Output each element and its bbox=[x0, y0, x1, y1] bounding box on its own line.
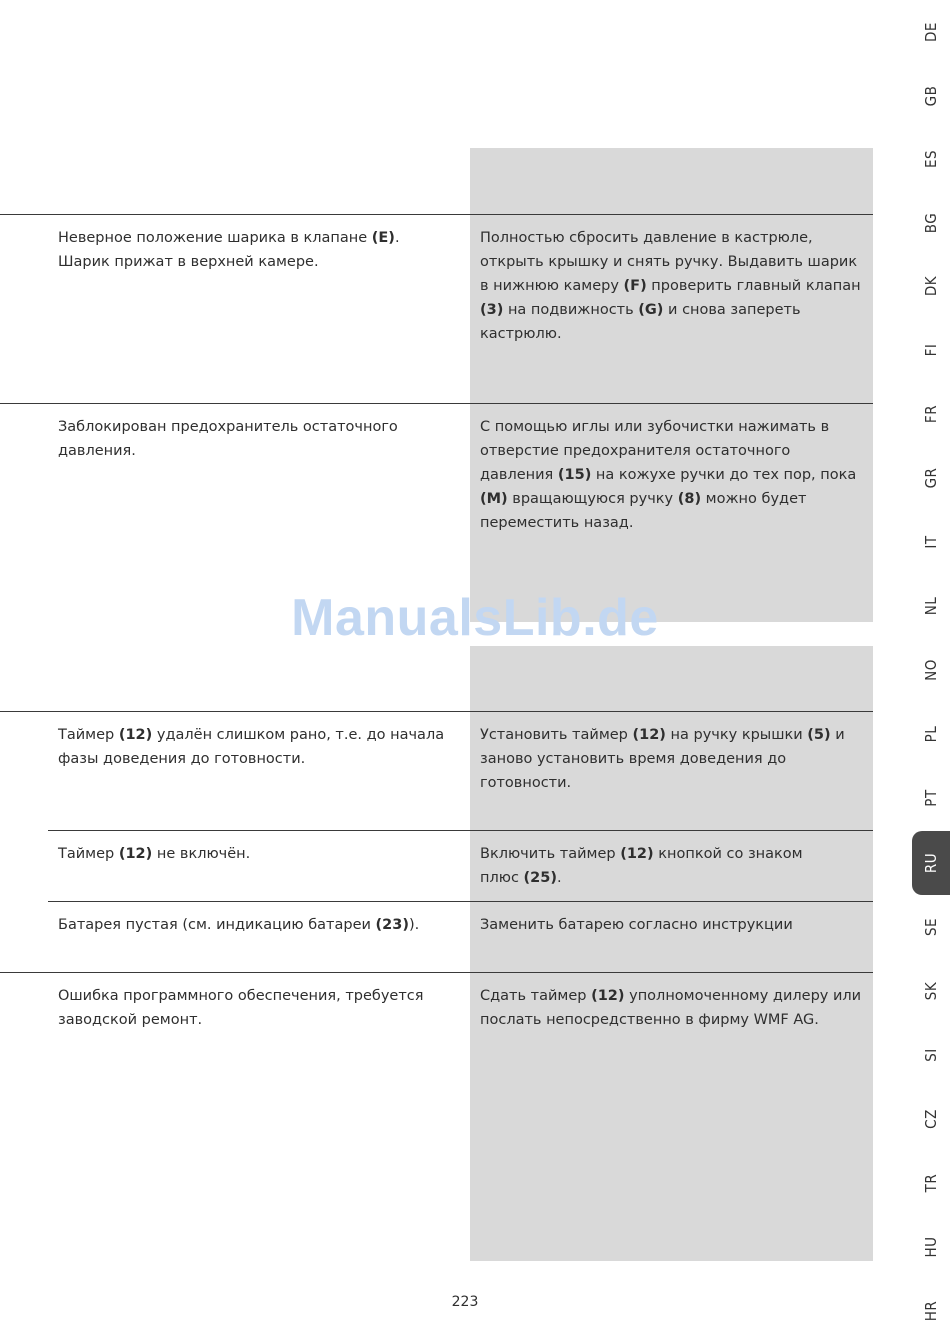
row-divider bbox=[48, 830, 873, 831]
lang-tab-hu[interactable] bbox=[912, 1215, 950, 1279]
lang-tab-no[interactable] bbox=[912, 638, 950, 702]
cause-cell: Таймер (12) не включён. bbox=[58, 846, 251, 862]
lang-tab-label: GB bbox=[922, 85, 940, 107]
lang-tab-bg[interactable] bbox=[912, 191, 950, 255]
row-divider bbox=[0, 711, 873, 712]
lang-tab-tr[interactable] bbox=[912, 1151, 950, 1215]
row-divider bbox=[48, 901, 873, 902]
cause-cell: Заблокирован предохранитель остаточного давления. bbox=[58, 419, 398, 459]
lang-tab-label: FR bbox=[922, 404, 940, 424]
lang-tab-label: TR bbox=[922, 1173, 940, 1193]
lang-tab-label: HU bbox=[922, 1236, 940, 1258]
remedy-cell: Полностью сбросить давление в кастрюле, открыть крышку и снять ручку. Выдавить шарик в нижнюю камеру (F) проверить главный клапан (3) на подвижность (G) и снова запереть кастрюлю. bbox=[480, 230, 861, 342]
watermark: ManualsLib.de bbox=[291, 589, 659, 647]
lang-tab-hr[interactable] bbox=[912, 1279, 950, 1343]
lang-tab-gr[interactable] bbox=[912, 446, 950, 510]
cause-cell: Батарея пустая (см. индикацию батареи (23)). bbox=[58, 917, 420, 933]
lang-tab-label: DE bbox=[922, 22, 940, 42]
lang-tab-gb[interactable] bbox=[912, 64, 950, 128]
lang-tab-sk[interactable] bbox=[912, 959, 950, 1023]
lang-tab-label: SK bbox=[922, 981, 940, 1001]
lang-tab-pl[interactable] bbox=[912, 702, 950, 766]
lang-tab-label: ES bbox=[922, 149, 940, 169]
row-divider bbox=[0, 972, 873, 973]
lang-tab-cz[interactable] bbox=[912, 1087, 950, 1151]
lang-tab-ru[interactable] bbox=[912, 831, 950, 895]
lang-tab-label: PL bbox=[922, 725, 940, 743]
lang-tab-dk[interactable] bbox=[912, 254, 950, 318]
lang-tab-label: HR bbox=[922, 1300, 940, 1322]
lang-tab-label: FI bbox=[922, 343, 940, 357]
lang-tab-fr[interactable] bbox=[912, 382, 950, 446]
page-number: 223 bbox=[451, 1294, 479, 1310]
lang-tab-label: IT bbox=[922, 535, 940, 549]
row-divider bbox=[0, 403, 873, 404]
lang-tab-label: DK bbox=[922, 275, 940, 297]
lang-tab-label: NO bbox=[922, 659, 940, 681]
cause-cell: Таймер (12) удалён слишком рано, т.е. до начала фазы доведения до готовности. bbox=[58, 727, 445, 767]
cause-cell: Ошибка программного обеспечения, требуется заводской ремонт. bbox=[58, 988, 424, 1028]
lang-tab-label: BG bbox=[922, 212, 940, 234]
remedy-cell: Установить таймер (12) на ручку крышки (5) и заново установить время доведения до готовности. bbox=[480, 727, 845, 791]
remedy-column-shade-top bbox=[470, 148, 873, 622]
lang-tab-si[interactable] bbox=[912, 1023, 950, 1087]
row-divider bbox=[0, 214, 873, 215]
remedy-cell: С помощью иглы или зубочистки нажимать в отверстие предохранителя остаточного давления (15) на кожухе ручки до тех пор, пока (M) вращающуюся ручку (8) можно будет переместить назад. bbox=[480, 419, 857, 531]
lang-tab-de[interactable] bbox=[912, 0, 950, 64]
lang-tab-label: SI bbox=[922, 1048, 940, 1062]
lang-tab-label: NL bbox=[922, 596, 940, 616]
lang-tab-label: CZ bbox=[922, 1109, 940, 1129]
lang-tab-label: GR bbox=[922, 467, 940, 489]
remedy-cell: Сдать таймер (12) уполномоченному дилеру или послать непосредственно в фирму WMF AG. bbox=[480, 988, 862, 1028]
lang-tab-it[interactable] bbox=[912, 510, 950, 574]
lang-tab-se[interactable] bbox=[912, 895, 950, 959]
lang-tab-fi[interactable] bbox=[912, 318, 950, 382]
lang-tab-nl[interactable] bbox=[912, 574, 950, 638]
lang-tab-es[interactable] bbox=[912, 127, 950, 191]
lang-tab-label: SE bbox=[922, 917, 940, 937]
lang-tab-label: PT bbox=[922, 789, 940, 807]
remedy-cell: Заменить батарею согласно инструкции bbox=[480, 917, 793, 933]
lang-tab-label: RU bbox=[922, 852, 940, 874]
lang-tab-pt[interactable] bbox=[912, 766, 950, 830]
cause-cell: Неверное положение шарика в клапане (E). Шарик прижат в верхней камере. bbox=[58, 230, 400, 270]
remedy-cell: Включить таймер (12) кнопкой со знаком плюс (25). bbox=[480, 846, 803, 886]
